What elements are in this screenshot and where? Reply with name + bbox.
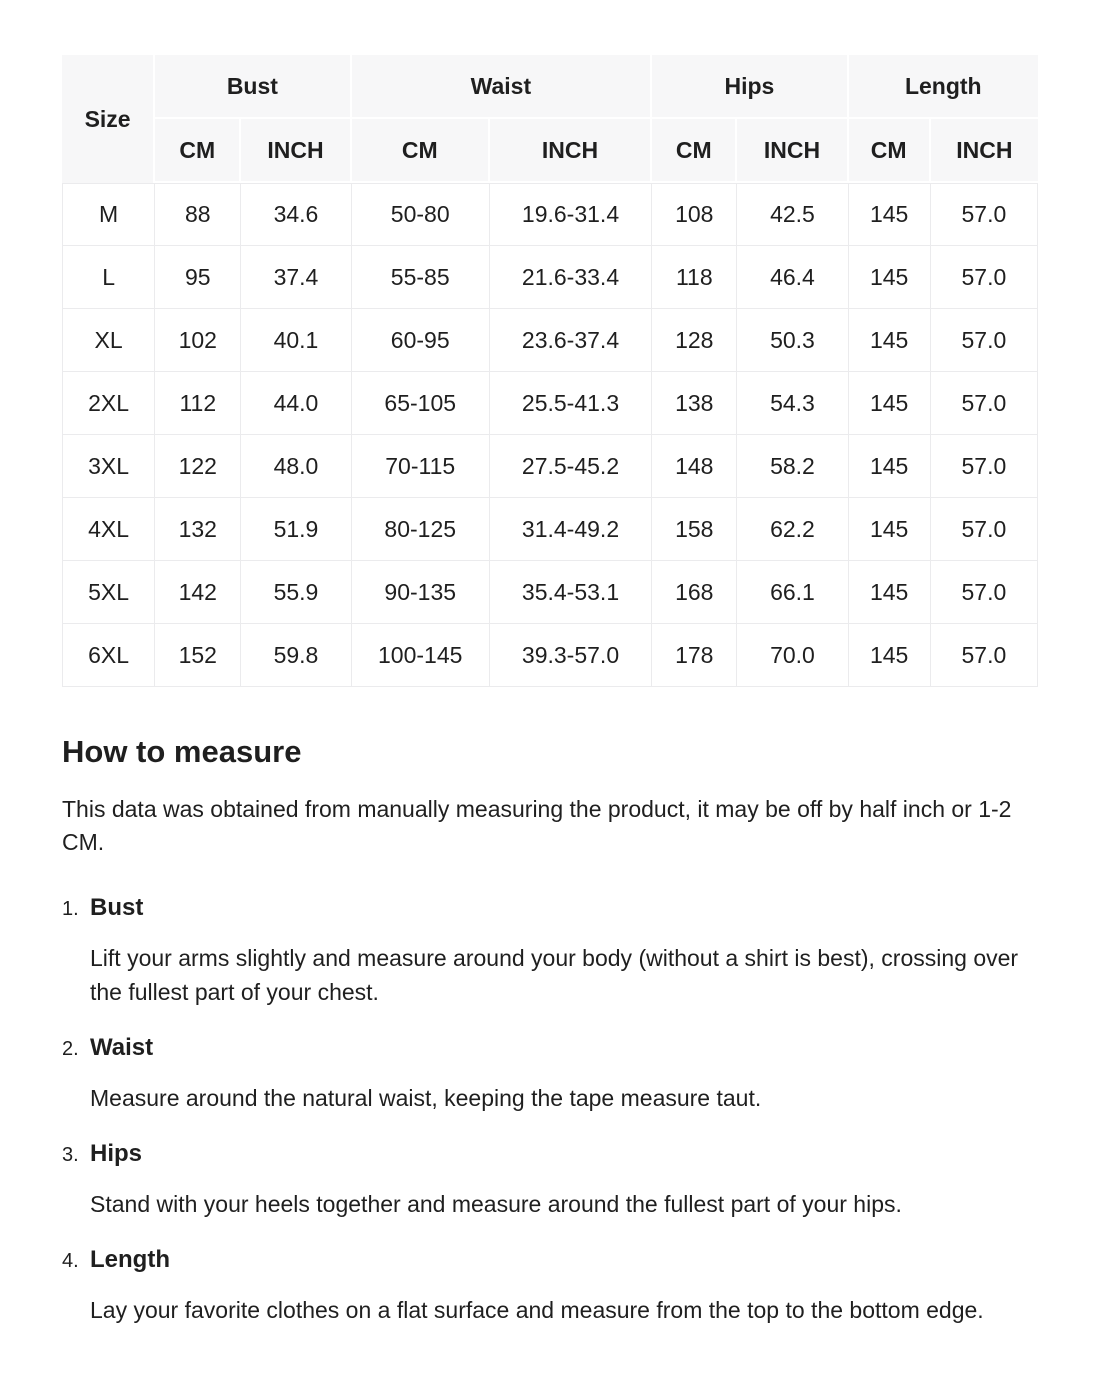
value-cell: 65-105 — [352, 372, 490, 435]
value-cell: 145 — [849, 183, 931, 246]
value-cell: 145 — [849, 498, 931, 561]
value-cell: 19.6-31.4 — [490, 183, 652, 246]
table-row — [62, 246, 1038, 309]
value-cell: 145 — [849, 561, 931, 624]
value-cell: 35.4-53.1 — [490, 561, 652, 624]
value-cell: 100-145 — [352, 624, 490, 687]
measure-step-waist — [62, 1033, 1038, 1115]
value-cell: 80-125 — [352, 498, 490, 561]
table-row — [62, 183, 1038, 246]
column-header-hips: Hips — [652, 55, 848, 119]
size-chart-table — [62, 55, 1038, 687]
value-cell: 54.3 — [737, 372, 848, 435]
size-cell: M — [62, 183, 155, 246]
value-cell: 168 — [652, 561, 737, 624]
subheader-hips-cm: CM — [652, 119, 737, 183]
value-cell: 27.5-45.2 — [490, 435, 652, 498]
value-cell: 57.0 — [931, 498, 1038, 561]
column-header-waist: Waist — [352, 55, 653, 119]
value-cell: 148 — [652, 435, 737, 498]
value-cell: 55.9 — [241, 561, 351, 624]
size-cell: 2XL — [62, 372, 155, 435]
size-cell: 5XL — [62, 561, 155, 624]
value-cell: 118 — [652, 246, 737, 309]
value-cell: 50-80 — [352, 183, 490, 246]
step-title: Waist — [90, 1034, 154, 1062]
value-cell: 145 — [849, 372, 931, 435]
value-cell: 34.6 — [241, 183, 351, 246]
value-cell: 40.1 — [241, 309, 351, 372]
subheader-bust-inch: INCH — [241, 119, 351, 183]
subheader-waist-cm: CM — [352, 119, 490, 183]
value-cell: 70.0 — [737, 624, 848, 687]
value-cell: 145 — [849, 246, 931, 309]
step-number: 3. — [62, 1144, 79, 1167]
value-cell: 57.0 — [931, 561, 1038, 624]
subheader-bust-cm: CM — [155, 119, 241, 183]
value-cell: 128 — [652, 309, 737, 372]
size-cell: XL — [62, 309, 155, 372]
value-cell: 51.9 — [241, 498, 351, 561]
table-row — [62, 624, 1038, 687]
value-cell: 59.8 — [241, 624, 351, 687]
value-cell: 142 — [155, 561, 241, 624]
value-cell: 48.0 — [241, 435, 351, 498]
column-header-bust: Bust — [155, 55, 351, 119]
step-description: Stand with your heels together and measure around the fullest part of your hips. — [90, 1191, 902, 1218]
value-cell: 46.4 — [737, 246, 848, 309]
column-header-size: Size — [62, 55, 155, 183]
step-number: 1. — [62, 898, 79, 921]
value-cell: 66.1 — [737, 561, 848, 624]
value-cell: 95 — [155, 246, 241, 309]
value-cell: 58.2 — [737, 435, 848, 498]
table-row — [62, 435, 1038, 498]
step-description: Lay your favorite clothes on a flat surface and measure from the top to the bottom edge. — [90, 1297, 984, 1324]
value-cell: 57.0 — [931, 372, 1038, 435]
how-to-measure-intro: This data was obtained from manually measuring the product, it may be off by half inch or 1-2 CM. — [62, 796, 1012, 856]
value-cell: 88 — [155, 183, 241, 246]
value-cell: 178 — [652, 624, 737, 687]
size-cell: L — [62, 246, 155, 309]
value-cell: 44.0 — [241, 372, 351, 435]
size-cell: 6XL — [62, 624, 155, 687]
subheader-length-cm: CM — [849, 119, 931, 183]
value-cell: 122 — [155, 435, 241, 498]
table-row — [62, 372, 1038, 435]
value-cell: 158 — [652, 498, 737, 561]
measure-step-length — [62, 1245, 1038, 1327]
value-cell: 23.6-37.4 — [490, 309, 652, 372]
value-cell: 145 — [849, 435, 931, 498]
value-cell: 112 — [155, 372, 241, 435]
value-cell: 152 — [155, 624, 241, 687]
measure-step-bust — [62, 893, 1038, 1009]
value-cell: 132 — [155, 498, 241, 561]
step-number: 4. — [62, 1250, 79, 1273]
value-cell: 108 — [652, 183, 737, 246]
value-cell: 102 — [155, 309, 241, 372]
value-cell: 37.4 — [241, 246, 351, 309]
value-cell: 42.5 — [737, 183, 848, 246]
value-cell: 31.4-49.2 — [490, 498, 652, 561]
value-cell: 39.3-57.0 — [490, 624, 652, 687]
value-cell: 50.3 — [737, 309, 848, 372]
value-cell: 138 — [652, 372, 737, 435]
value-cell: 57.0 — [931, 246, 1038, 309]
subheader-hips-inch: INCH — [737, 119, 848, 183]
table-row — [62, 561, 1038, 624]
value-cell: 25.5-41.3 — [490, 372, 652, 435]
value-cell: 145 — [849, 624, 931, 687]
step-description: Lift your arms slightly and measure around your body (without a shirt is best), crossing over the fullest part of your chest. — [90, 945, 1019, 1006]
step-description: Measure around the natural waist, keeping the tape measure taut. — [90, 1085, 762, 1112]
value-cell: 57.0 — [931, 624, 1038, 687]
step-title: Hips — [90, 1140, 143, 1168]
table-row — [62, 309, 1038, 372]
value-cell: 55-85 — [352, 246, 490, 309]
value-cell: 60-95 — [352, 309, 490, 372]
value-cell: 57.0 — [931, 183, 1038, 246]
step-title: Length — [90, 1246, 170, 1274]
size-table-header — [62, 55, 1038, 183]
step-title: Bust — [90, 894, 144, 922]
size-cell: 4XL — [62, 498, 155, 561]
measure-step-hips — [62, 1139, 1038, 1221]
subheader-waist-inch: INCH — [490, 119, 652, 183]
value-cell: 90-135 — [352, 561, 490, 624]
size-cell: 3XL — [62, 435, 155, 498]
value-cell: 145 — [849, 309, 931, 372]
value-cell: 57.0 — [931, 435, 1038, 498]
value-cell: 21.6-33.4 — [490, 246, 652, 309]
size-table-body — [62, 183, 1038, 687]
value-cell: 62.2 — [737, 498, 848, 561]
column-header-length: Length — [849, 55, 1038, 119]
subheader-length-inch: INCH — [931, 119, 1038, 183]
how-to-measure-title: How to measure — [62, 734, 302, 769]
measure-steps-list — [62, 893, 1038, 1327]
value-cell: 70-115 — [352, 435, 490, 498]
step-number: 2. — [62, 1038, 79, 1061]
table-row — [62, 498, 1038, 561]
value-cell: 57.0 — [931, 309, 1038, 372]
